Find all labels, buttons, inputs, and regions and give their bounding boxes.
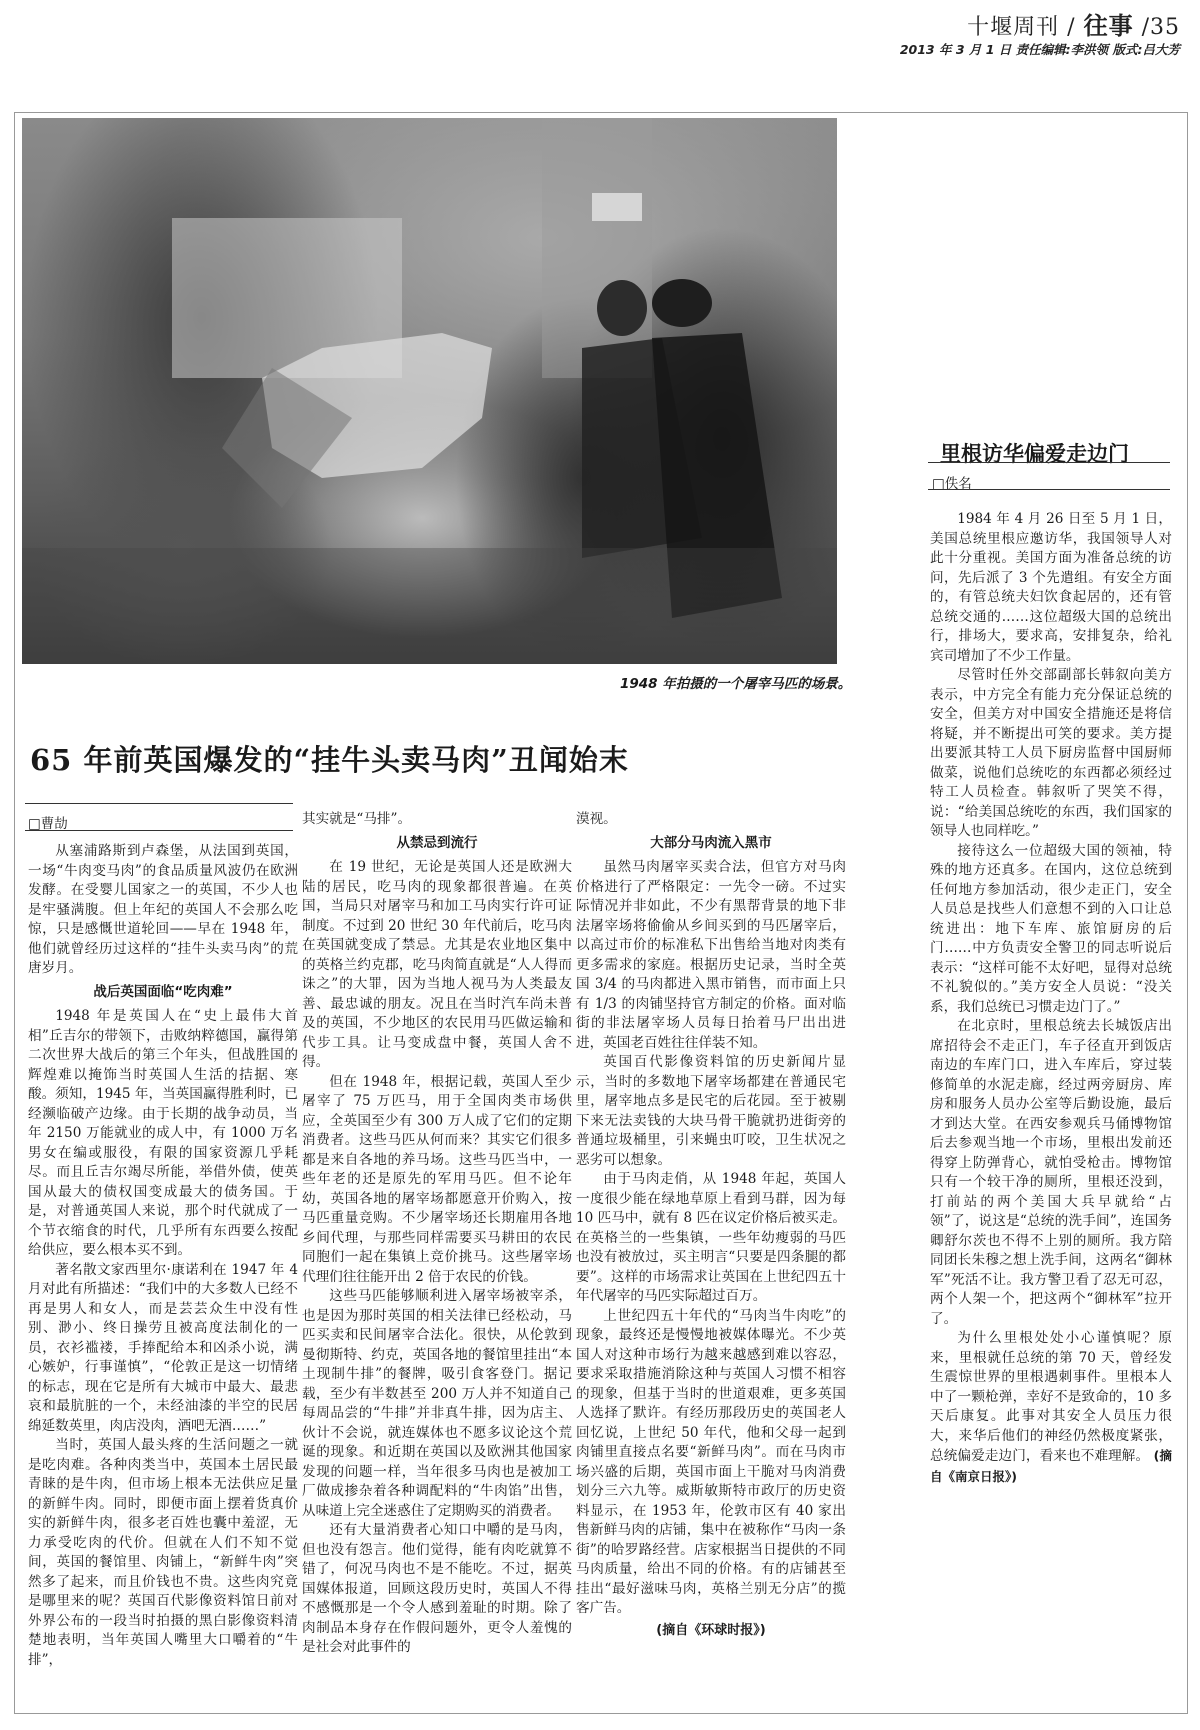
paragraph: 在北京时，里根总统去长城饭店出席招待会不走正门，车子径直开到饭店南边的车库门口，进入车库后，穿过装修简单的水泥走廊，经过两旁厨房、库房和服务人员办公室等后勤设施，最后才到达大堂。在西安参观兵马俑博物馆后去参观当地一个市场，里根出发前还得穿上防弹背心，就怕受枪击。博物馆只有一个较干净的厕所，里根还没到，打前站的两个美国大兵早就给“占领”了，说这是“总统的洗手间”，连国务卿舒尔茨也不得不上别的厕所。我方陪同团长朱穆之想上洗手间，这两名“御林军”死活不让。我方警卫看了忍无可忍，两个人架一个，把这两个“御林军”拉开了。 <box>930 1018 1172 1327</box>
section-subhead: 战后英国面临“吃肉难” <box>93 983 233 1000</box>
paragraph: 英国百代影像资料馆的历史新闻片显示，当时的多数地下屠宰场都建在普通民宅里，屠宰地点多是民宅的后花园。至于被剔下来无法卖钱的大块马骨干脆就扔进街旁的普通垃圾桶里，引来蝇虫叮咬，卫生状况之恶劣可以想象。 <box>576 1054 846 1168</box>
editor-info: 2013 年 3 月 1 日 责任编辑:李洪领 版式:吕大芳 <box>899 42 1180 57</box>
article-column-3 <box>576 810 846 1640</box>
article-author: □曹劼 <box>28 816 68 832</box>
paragraph: 尽管时任外交部副部长韩叙向美方表示，中方完全有能力充分保证总统的安全，但美方对中国安全措施还是将信将疑，并不断提出可笑的要求。美方提出要派其特工人员下厨房监督中国厨师做菜，说他们总统吃的东西都必须经过特工人员检查。韩叙听了哭笑不得，说：“给美国总统吃的东西，我们国家的领导人也同样吃。” <box>930 667 1172 839</box>
paragraph: 接待这么一位超级大国的领袖，特殊的地方还真多。在国内，这位总统到任何地方参加活动，很少走正门，安全人员总是找些人们意想不到的入口让总统进出：地下车库、旅馆厨房的后门……中方负责安全警卫的同志听说后表示：“这样可能不太好吧，显得对总统不礼貌似的。”美方安全人员说：“没关系，我们总统已习惯走边门了。” <box>930 842 1172 1015</box>
sidebar-rule-top <box>928 462 1170 463</box>
paragraph: 1948 年是英国人在“史上最伟大首相”丘吉尔的带领下，击败纳粹德国，赢得第二次世界大战后的第三个年头，但战胜国的辉煌难以掩饰当时英国人生活的拮据、寒酸。须知，1945 年，当英国赢得胜利时，已经濒临破产边缘。由于长期的战争动员，当年 2150 万能就业的成人中，有 1000 万名男女在编或服役，有限的国家资源几乎耗尽。而且丘吉尔竭尽所能，举借外债，使英国从最大的债权国变成最大的债务国。于是，对普通英国人来说，那个时代就成了一个节衣缩食的时代，几乎所有东西要么按配给供应，要么根本买不到。 <box>28 1008 299 1258</box>
masthead <box>967 6 1180 41</box>
paragraph: 这些马匹能够顺利进入屠宰场被宰杀，也是因为那时英国的相关法律已经松动，马匹买卖和民间屠宰合法化。很快，从伦敦到曼彻斯特、约克，英国各地的餐馆里挂出“本土现制牛排”的餐牌，吸引食客登门。据记载，至少有半数甚至 200 万人并不知道自己每周品尝的“牛排”并非真牛排，因为店主、伙计不会说，就连媒体也不愿多议论这个荒诞的现象。和近期在英国以及欧洲其他国家发现的问题一样，当年很多马肉也是被加工厂做成掺杂着各种调配料的“牛肉馅”出售，从味道上完全迷惑住了定期购买的消费者。 <box>302 1288 572 1519</box>
paragraph: 在 19 世纪，无论是英国人还是欧洲大陆的居民，吃马肉的现象都很普遍。在英国，当局只对屠宰马和加工马肉实行许可证制度。不过到 20 世纪 30 年代前后，吃马肉在英国就变成了禁忌。尤其是农业地区集中的英格兰约克郡，吃马肉简直就是“人人得而诛之”的大罪，因为当地人视马为人类最友善、最忠诚的朋友。况且在当时汽车尚未普及的英国，不少地区的农民用马匹做运输和代步工具。让马变成盘中餐，英国人舍不得。 <box>302 859 572 1070</box>
article-source: (摘自《环球时报》) <box>656 1622 766 1638</box>
author-rule-bottom <box>25 830 293 831</box>
paragraph: 虽然马肉屠宰买卖合法，但官方对马肉价格进行了严格限定：一先令一磅。不过实际情况并非如此，不少有黑帮背景的地下非法屠宰场将偷偷从乡间买到的马匹屠宰后，以高过市价的标准私下出售给当地对肉类有更多需求的家庭。根据历史记录，当时全英国 3/4 的马肉都进入黑市销售，而市面上只有 1/3 的肉铺坚持官方制定的价格。面对临街的非法屠宰场人员每日抬着马尸出出进进，英国老百姓往往佯装不知。 <box>576 859 846 1051</box>
paragraph: 还有大量消费者心知口中嚼的是马肉，但也没有怨言。他们觉得，能有肉吃就算不错了，何况马肉也不是不能吃。不过，据英国媒体报道，回顾这段历史时，英国人不得不感慨那是一个令人感到羞耻的时期。除了肉制品本身存在作假问题外，更令人羞愧的是社会对此事件的 <box>302 1522 572 1655</box>
photo-scene <box>22 118 837 664</box>
paper-name: 十堰周刊 <box>967 15 1060 40</box>
sidebar-author: □佚名 <box>932 476 972 492</box>
sidebar-rule-bottom <box>928 489 1170 490</box>
article-headline: 65 年前英国爆发的“挂牛头卖马肉”丑闻始末 <box>30 743 629 777</box>
author-rule-top <box>25 803 293 804</box>
article-column-2 <box>302 810 572 1658</box>
sidebar-source: (摘自《南京日报》) <box>930 1448 1172 1484</box>
article-photo <box>22 118 837 664</box>
paragraph: 上世纪四五十年代的“马肉当牛肉吃”的现象，最终还是慢慢地被媒体曝光。不少英国人对这种市场行为越来越感到难以容忍，要求采取措施消除这种与英国人习惯不相容的现象，但基于当时的世道艰难，更多英国人选择了默许。有经历那段历史的英国老人回忆说，上世纪 50 年代，他和父母一起到肉铺里直接点名要“新鲜马肉”。而在马肉市场兴盛的后期，英国市面上干脆对马肉消费划分三六九等。威斯敏斯特市政厅的历史资料显示，在 1953 年，伦敦市区有 40 家出售新鲜马肉的店铺，集中在被称作“马肉一条街”的哈罗路经营。店家根据当日提供的不同马肉质量，给出不同的价格。有的店铺甚至挂出“最好滋味马肉，英格兰别无分店”的揽客广告。 <box>576 1307 846 1616</box>
sidebar-column <box>930 510 1172 1487</box>
paragraph: 当时，英国人最头疼的生活问题之一就是吃肉难。各种肉类当中，英国本土居民最青睐的是牛肉，但市场上根本无法供应足量的新鲜牛肉。同时，即便市面上摆着货真价实的新鲜牛肉，很多老百姓也囊中羞涩，无力承受吃肉的代价。但就在人们不知不觉间，英国的餐馆里、肉铺上，“新鲜牛肉”突然多了起来，而且价钱也不贵。这些肉究竟是哪里来的呢？英国百代影像资料馆日前对外界公布的一段当时拍摄的黑白影像资料清楚地表明，当年英国人嘴里大口嚼着的“牛排”， <box>28 1437 298 1668</box>
paragraph: 著名散文家西里尔·康诺利在 1947 年 4 月对此有所描述：“我们中的大多数人已经不再是男人和女人，而是芸芸众生中没有性别、渺小、终日操劳且被高度法制化的一员，衣衫褴褛，手捧配给本和凶杀小说，满心嫉妒，行事谨慎”，“伦敦正是这一切情绪的标志，现在它是所有大城市中最大、最悲哀和最肮脏的一个，未经油漆的半空的民居绵延数英里，肉店没肉，酒吧无酒……” <box>28 1261 298 1434</box>
sidebar-headline: 里根访华偏爱走边门 <box>940 441 1129 466</box>
masthead-separator: / <box>1059 15 1084 40</box>
paragraph: 漠视。 <box>576 811 617 827</box>
paragraph: 1984 年 4 月 26 日至 5 月 1 日，美国总统里根应邀访华，我国领导人对此十分重视。美国方面为准备总统的访问，先后派了 3 个先遣组。有安全方面的，有管总统夫妇饮食起居的，还有管总统交通的……这位超级大国的总统出行，排场大，要求高，安排复杂，给礼宾司增加了不少工作量。 <box>930 511 1172 664</box>
section-subhead: 大部分马肉流入黑市 <box>650 834 772 851</box>
paragraph: 为什么里根处处小心谨慎呢？原来，里根就任总统的第 70 天，曾经发生震惊世界的里根遇刺事件。里根本人中了一颗枪弹，幸好不是致命的，10 多天后康复。此事对其安全人员压力很大，来华后他们的神经仍然极度紧张，总统偏爱走边门，看来也不难理解。 (摘自《南京日报》) <box>930 1330 1172 1484</box>
paragraph: 但在 1948 年，根据记载，英国人至少屠宰了 75 万匹马，用于全国肉类市场供应，全英国至少有 300 万人成了它们的定期消费者。这些马匹从何而来？其实它们很多都是来自各地的养马场。这些马匹当中，一些年老的还是原先的军用马匹。但不论年幼，英国各地的屠宰场都愿意开价购入，按马匹重量竞购。不少屠宰场还长期雇用各地乡间代理，与那些同样需要买马耕田的农民同胞们一起在集镇上竞价挑马。这些屠宰场代理们往往能开出 2 倍于农民的价钱。 <box>302 1073 572 1285</box>
page-number: /35 <box>1133 15 1180 40</box>
paragraph: 其实就是“马排”。 <box>302 811 412 827</box>
photo-caption: 1948 年拍摄的一个屠宰马匹的场景。 <box>620 676 852 692</box>
section-name: 往事 <box>1083 11 1134 40</box>
section-subhead: 从禁忌到流行 <box>396 834 478 851</box>
paragraph: 由于马肉走俏，从 1948 年起，英国人一度很少能在绿地草原上看到马群，因为每 10 匹马中，就有 8 匹在议定价格后被买走。在英格兰的一些集镇，一些年幼瘦弱的马匹也没有被放过，买主明言“只要是四条腿的都要”。这样的市场需求让英国在上世纪四五十年代屠宰的马匹实际超过百万。 <box>576 1171 847 1304</box>
paragraph: 从塞浦路斯到卢森堡，从法国到英国，一场“牛肉变马肉”的食品质量风波仍在欧洲发酵。在受婴儿国家之一的英国，不少人也是牢骚满腹。但上年纪的英国人不会那么吃惊，只是感慨世道轮回——早在 1948 年，他们就曾经历过这样的“挂牛头卖马肉”的荒唐岁月。 <box>28 843 298 976</box>
article-column-1 <box>28 842 298 1670</box>
